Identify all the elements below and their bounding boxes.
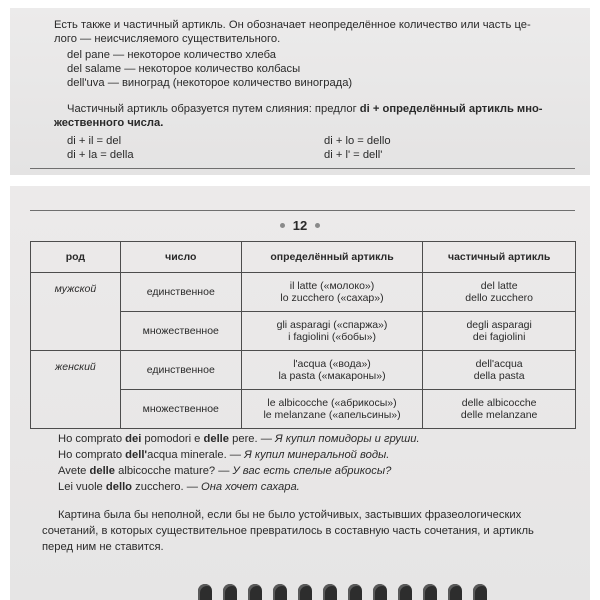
- example-article: delle: [89, 465, 116, 477]
- cell-line: dello zucchero: [465, 292, 534, 304]
- example-sentence: [58, 448, 389, 462]
- example-translation: У вас есть спелые абрикосы?: [232, 465, 392, 477]
- page-number-text: 12: [292, 217, 308, 233]
- cell-number: единственное: [120, 273, 241, 312]
- intro-line-2: лого — неисчисляемого существительного.: [54, 33, 281, 45]
- cell-line: lo zucchero («сахар»): [280, 292, 384, 304]
- bottom-page-photo: [10, 186, 590, 600]
- cell-number: множественное: [120, 390, 241, 429]
- example-text: pomodori e: [141, 433, 204, 445]
- table-row: [31, 351, 576, 390]
- header-definite: определённый артикль: [241, 242, 423, 273]
- page-number-dot-right: [315, 223, 320, 228]
- cell-line: della pasta: [473, 370, 525, 382]
- cell-line: la pasta («макароны»): [278, 370, 386, 382]
- cell-line: i fagiolini («бобы»): [288, 331, 376, 343]
- fusion-rule-bold: di + определённый артикль мно-: [359, 103, 543, 115]
- example-article: dei: [125, 433, 142, 445]
- closing-line-3: перед ним не ставится.: [42, 541, 164, 553]
- cell-line: le melanzane («апельсины»): [263, 409, 401, 421]
- cell-line: degli asparagi: [466, 319, 532, 331]
- spiral-ring: [223, 584, 237, 600]
- cell-definite: [241, 273, 423, 312]
- cell-line: dell'acqua: [475, 358, 523, 370]
- closing-line-2: сочетаний, в которых существительное превратилось в составную часть сочетания, и артикль: [42, 525, 534, 537]
- cell-line: delle albicocche: [461, 397, 537, 409]
- example-del-salame: del salame — некоторое количество колбасы: [67, 63, 301, 75]
- cell-line: delle melanzane: [460, 409, 538, 421]
- top-page-photo: [10, 8, 590, 175]
- cell-line: le albicocche («абрикосы»): [267, 397, 397, 409]
- example-text: Ho comprato: [58, 449, 126, 461]
- page-top-rule: [30, 210, 575, 211]
- cell-definite: [241, 351, 423, 390]
- cell-line: del latte: [480, 280, 518, 292]
- spiral-ring: [448, 584, 462, 600]
- spiral-ring: [398, 584, 412, 600]
- spiral-ring: [348, 584, 362, 600]
- example-text: albicocche mature? —: [115, 465, 233, 477]
- cell-partitive: [423, 351, 576, 390]
- example-text: Avete: [58, 465, 90, 477]
- page-bottom-rule: [30, 168, 575, 169]
- example-sentence: [58, 480, 300, 494]
- header-number: число: [120, 242, 241, 273]
- spiral-ring: [198, 584, 212, 600]
- cell-definite: [241, 390, 423, 429]
- cell-partitive: [423, 312, 576, 351]
- form-di-il: di + il = del: [67, 135, 122, 147]
- example-text: zucchero. —: [132, 481, 202, 493]
- example-text: pere. —: [229, 433, 276, 445]
- closing-line-1: Картина была бы неполной, если бы не было устойчивых, застывших фразеологических: [58, 509, 522, 521]
- example-dell-uva: dell'uva — виноград (некоторое количество винограда): [67, 77, 353, 89]
- cell-line: l'acqua («вода»): [293, 358, 371, 370]
- cell-line: il latte («молоко»): [289, 280, 375, 292]
- page-number-dot-left: [280, 223, 285, 228]
- form-di-l: di + l' = dell': [324, 149, 383, 161]
- example-article: delle: [203, 433, 230, 445]
- example-text: acqua minerale. —: [147, 449, 245, 461]
- cell-gender-masculine: мужской: [31, 273, 121, 351]
- spiral-ring: [373, 584, 387, 600]
- spiral-ring: [323, 584, 337, 600]
- header-gender: род: [31, 242, 121, 273]
- example-article: dello: [105, 481, 133, 493]
- spiral-ring: [248, 584, 262, 600]
- cell-gender-feminine: женский: [31, 351, 121, 429]
- example-text: Lei vuole: [58, 481, 106, 493]
- example-del-pane: del pane — некоторое количество хлеба: [67, 49, 276, 61]
- header-partitive: частичный артикль: [423, 242, 576, 273]
- example-translation: Она хочет сахара.: [201, 481, 300, 493]
- example-sentence: [58, 432, 420, 446]
- cell-line: dei fagiolini: [472, 331, 526, 343]
- spiral-ring: [298, 584, 312, 600]
- fusion-rule-line-2: жественного числа.: [54, 117, 164, 129]
- intro-line-1: Есть также и частичный артикль. Он обозначает неопределённое количество или часть це-: [54, 19, 531, 31]
- page-number: [270, 216, 330, 234]
- cell-line: gli asparagi («спаржа»): [276, 319, 388, 331]
- spiral-ring: [423, 584, 437, 600]
- form-di-la: di + la = della: [67, 149, 134, 161]
- cell-partitive: [423, 273, 576, 312]
- spiral-ring: [473, 584, 487, 600]
- example-sentence: [58, 464, 391, 478]
- cell-number: множественное: [120, 312, 241, 351]
- cell-partitive: [423, 390, 576, 429]
- example-article: dell': [125, 449, 148, 461]
- spiral-ring: [273, 584, 287, 600]
- example-translation: Я купил помидоры и груши.: [275, 433, 420, 445]
- example-translation: Я купил минеральной воды.: [244, 449, 390, 461]
- cell-number: единственное: [120, 351, 241, 390]
- articles-table: [30, 241, 576, 429]
- cell-definite: [241, 312, 423, 351]
- example-text: Ho comprato: [58, 433, 126, 445]
- table-header-row: [31, 242, 576, 273]
- fusion-rule-prefix: Частичный артикль образуется путем слияния: предлог: [67, 103, 360, 115]
- fusion-rule-line-1: [67, 102, 543, 116]
- form-di-lo: di + lo = dello: [324, 135, 391, 147]
- table-row: [31, 273, 576, 312]
